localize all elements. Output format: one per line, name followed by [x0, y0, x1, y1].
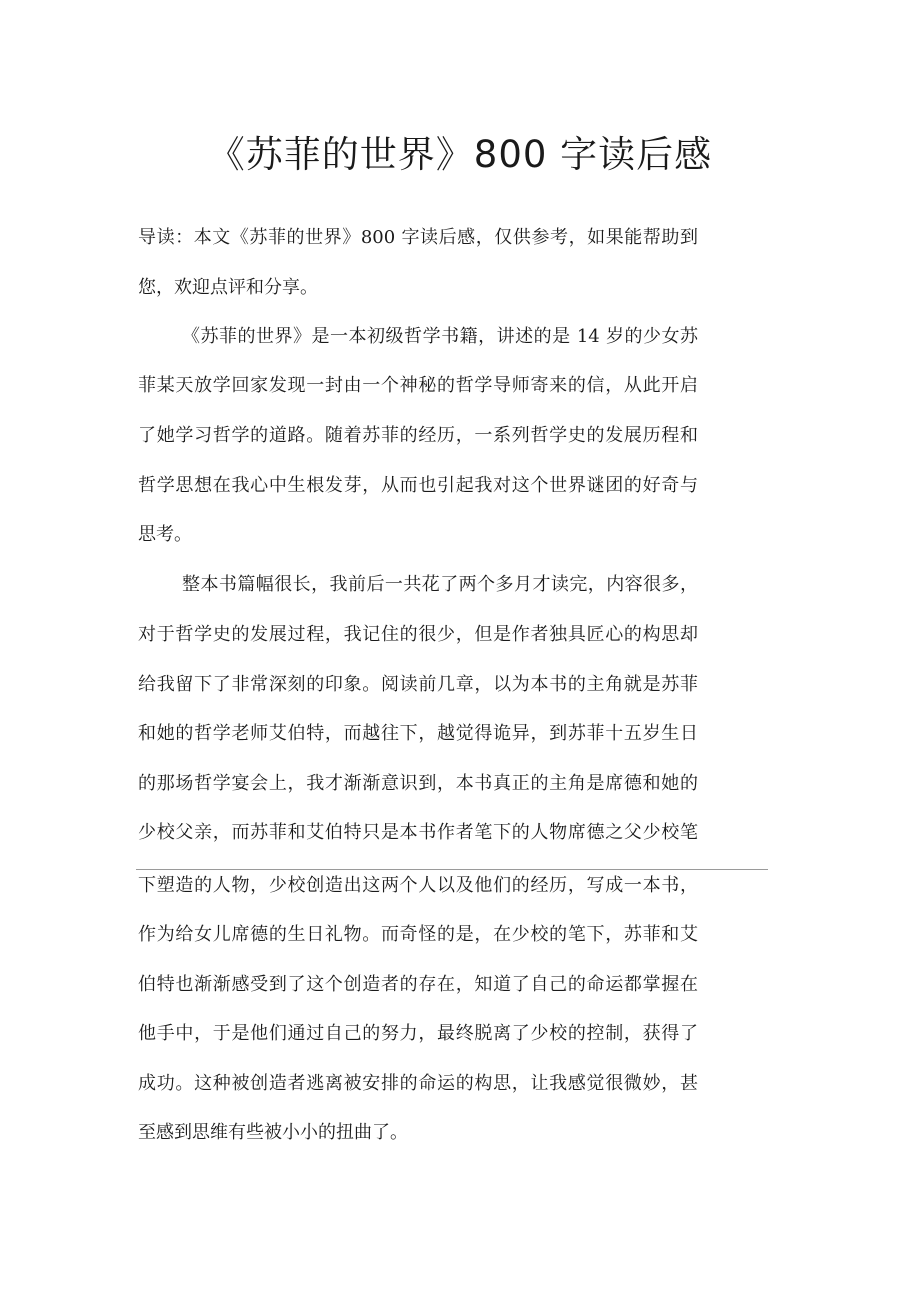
paragraph-line: 对于哲学史的发展过程，我记住的很少，但是作者独具匠心的构思却 [138, 624, 698, 645]
paragraph-line: 哲学思想在我心中生根发芽，从而也引起我对这个世界谜团的好奇与 [138, 475, 698, 496]
paragraph-line: 菲某天放学回家发现一封由一个神秘的哲学导师寄来的信，从此开启 [138, 375, 698, 396]
paragraph-line: 思考。 [138, 524, 192, 545]
horizontal-divider [136, 869, 768, 870]
paragraph-line: 至感到思维有些被小小的扭曲了。 [138, 1122, 408, 1143]
paragraph-line: 和她的哲学老师艾伯特，而越往下，越觉得诡异，到苏菲十五岁生日 [138, 723, 698, 744]
paragraph-line: 作为给女儿席德的生日礼物。而奇怪的是，在少校的笔下，苏菲和艾 [138, 924, 698, 945]
lead-line: 您，欢迎点评和分享。 [138, 277, 318, 298]
paragraph-line: 少校父亲，而苏菲和艾伯特只是本书作者笔下的人物席德之父少校笔 [138, 822, 698, 843]
paragraph-line: 他手中，于是他们通过自己的努力，最终脱离了少校的控制，获得了 [138, 1023, 698, 1044]
paragraph-line: 给我留下了非常深刻的印象。阅读前几章，以为本书的主角就是苏菲 [138, 674, 698, 695]
page-title: 《苏菲的世界》800 字读后感 [207, 133, 713, 176]
paragraph-line: 整本书篇幅很长，我前后一共花了两个多月才读完，内容很多， [182, 574, 698, 595]
paragraph-line: 的那场哲学宴会上，我才渐渐意识到，本书真正的主角是席德和她的 [138, 773, 698, 794]
paragraph-line: 下塑造的人物，少校创造出这两个人以及他们的经历，写成一本书， [138, 875, 698, 896]
lead-line: 导读：本文《苏菲的世界》800 字读后感，仅供参考，如果能帮助到 [138, 227, 698, 248]
paragraph-line: 伯特也渐渐感受到了这个创造者的存在，知道了自己的命运都掌握在 [138, 974, 698, 995]
paragraph-line: 《苏菲的世界》是一本初级哲学书籍，讲述的是 14 岁的少女苏 [182, 326, 698, 347]
paragraph-line: 成功。这种被创造者逃离被安排的命运的构思，让我感觉很微妙，甚 [138, 1073, 698, 1094]
paragraph-line: 了她学习哲学的道路。随着苏菲的经历，一系列哲学史的发展历程和 [138, 425, 698, 446]
